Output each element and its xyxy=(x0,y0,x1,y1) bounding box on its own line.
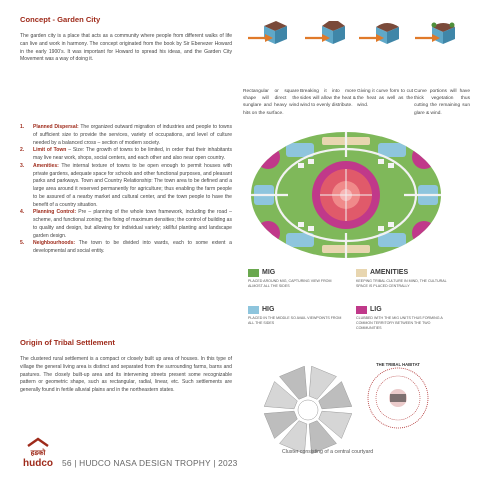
point-term: Planning Control: xyxy=(33,209,77,216)
legend-hig xyxy=(248,305,343,326)
legend-label: AMENITIES xyxy=(370,269,409,276)
radial-caption: Cluster consisting of a central courtyard xyxy=(282,449,374,455)
list-item xyxy=(20,209,232,240)
concept-points-list xyxy=(20,124,232,256)
legend-label: LIG xyxy=(370,306,382,313)
column-text-3: Giving it curve form to cut the heat as well as the wind. xyxy=(357,89,413,109)
point-number: 1. xyxy=(20,124,25,130)
legend-swatch xyxy=(356,269,367,277)
column-text-4: Curve portions will have thick vegetation thus cutting the remaining sun glare & wind. xyxy=(414,89,470,116)
point-text: The organized outward migration of industries and people to towns of sufficient size to provide the services, variety of occupations, and level of culture needed by a balanced cross – section of modern society. xyxy=(33,124,232,146)
footer-page-text: 56 | HUDCO NASA DESIGN TROPHY | 2023 xyxy=(62,458,238,468)
legend-label: MIG xyxy=(262,269,276,276)
wind-arrow-icon xyxy=(304,32,334,44)
point-term: Planned Dispersal: xyxy=(33,124,79,130)
list-item xyxy=(20,147,232,163)
concept-title: Concept - Garden City xyxy=(20,15,101,24)
point-text: The internal texture of towns to be open enough to permit houses with private gardens, adequate space for schools and other functional purposes, and pleasant parks and parkways. Town and Country Relationship: The town area to be defined and a large area around it reserved permanently for agriculture; thus enabling the farm people to be assured of a nearby market and cultural center, and the town people to have the benefit of a country situation. xyxy=(33,162,232,208)
legend-swatch xyxy=(248,306,259,314)
legend-swatch xyxy=(356,306,367,314)
garden-city-site-plan xyxy=(248,129,444,261)
logo-text: hudco xyxy=(23,458,53,469)
point-term: Amenities: xyxy=(33,162,59,169)
list-item xyxy=(20,163,232,210)
point-number: 2. xyxy=(20,147,25,154)
radial-cluster-diagram xyxy=(248,354,448,478)
column-text-1: Rectangular or square shape will direct the sunglare and heavy wind hits on the surface. xyxy=(243,89,299,116)
point-number: 4. xyxy=(20,209,25,216)
legend-mig xyxy=(248,268,343,289)
point-text: Pre – planning of the whole town framework, including the road – scheme, and functional zoning; the fixing of maximum densities; the control of building as to quality and design, but allowing for individual variety; skillful planting and landscape garden design. xyxy=(33,209,232,239)
point-number: 3. xyxy=(20,162,25,169)
legend-description: PLACED AROUND MIG, CAPTURING VIEW FROM ALMOST ALL THE SIDES xyxy=(248,279,332,288)
radial-diagram-label: THE TRIBAL HABITAT xyxy=(376,362,420,367)
legend-lig xyxy=(356,305,451,330)
tribal-title: Origin of Tribal Settlement xyxy=(20,338,115,347)
wind-arrow-icon xyxy=(247,32,277,44)
list-item xyxy=(20,240,232,256)
point-number: 5. xyxy=(20,240,25,247)
legend-description: PLACED IN THE MIDDLE SO AVAIL VIEWPOINTS FROM ALL THE SIDES xyxy=(248,316,342,325)
column-text-2: Breaking it into more sides will allow the heat & wind to evenly distribute. xyxy=(300,89,356,109)
wind-arrow-icon xyxy=(414,32,444,44)
central-courtyard xyxy=(298,400,318,420)
list-item xyxy=(20,124,232,147)
concept-intro: The garden city is a place that acts as a community where people from different walks of life can live and work in harmony. The concept originated from the book by Sir Ebenezer Howard in the early 1900’s. It was important for Howard to spread his ideas, and the Garden City Movement was a way of doing it. xyxy=(20,33,232,63)
legend-swatch xyxy=(248,269,259,277)
legend-description: KEEPING TRIBAL CULTURE IN MIND, THE CULTURAL SPACE IS PLACED CENTRALLY xyxy=(356,279,447,288)
point-term: Limit of Town xyxy=(33,147,67,154)
point-text: The town to be divided into wards, each to some extent a developmental and social entity. xyxy=(33,240,232,254)
point-term: Neighbourhoods: xyxy=(33,240,76,247)
wind-arrow-icon xyxy=(358,32,388,44)
point-text: – Size: The growth of towns to be limited, in order that their inhabitants may live near work, shops, social centers, and each other and also near open country. xyxy=(33,147,232,161)
logo-hindi-text: हडको xyxy=(30,449,46,457)
legend-amenities xyxy=(356,268,451,289)
legend-label: HIG xyxy=(262,306,275,313)
legend-description: CLUBBED WITH THE MIG UNITS THUS FORMING A COMMON TERRITORY BETWEEN THE TWO COMMUNITIES xyxy=(356,316,443,330)
hudco-logo xyxy=(22,436,54,470)
tribal-text: The clustered rural settlement is a compact or closely built up area of houses. In this type of village the general living area is distinct and separated from the surrounding farms, barns and pastures. The closely built-up area and its intervening streets present some recognizable pattern or geometric shape, such as rectangular, radial, linear, etc. Such settlements are generally found in fertile alluvial plains and in the northeastern states. xyxy=(20,356,232,393)
